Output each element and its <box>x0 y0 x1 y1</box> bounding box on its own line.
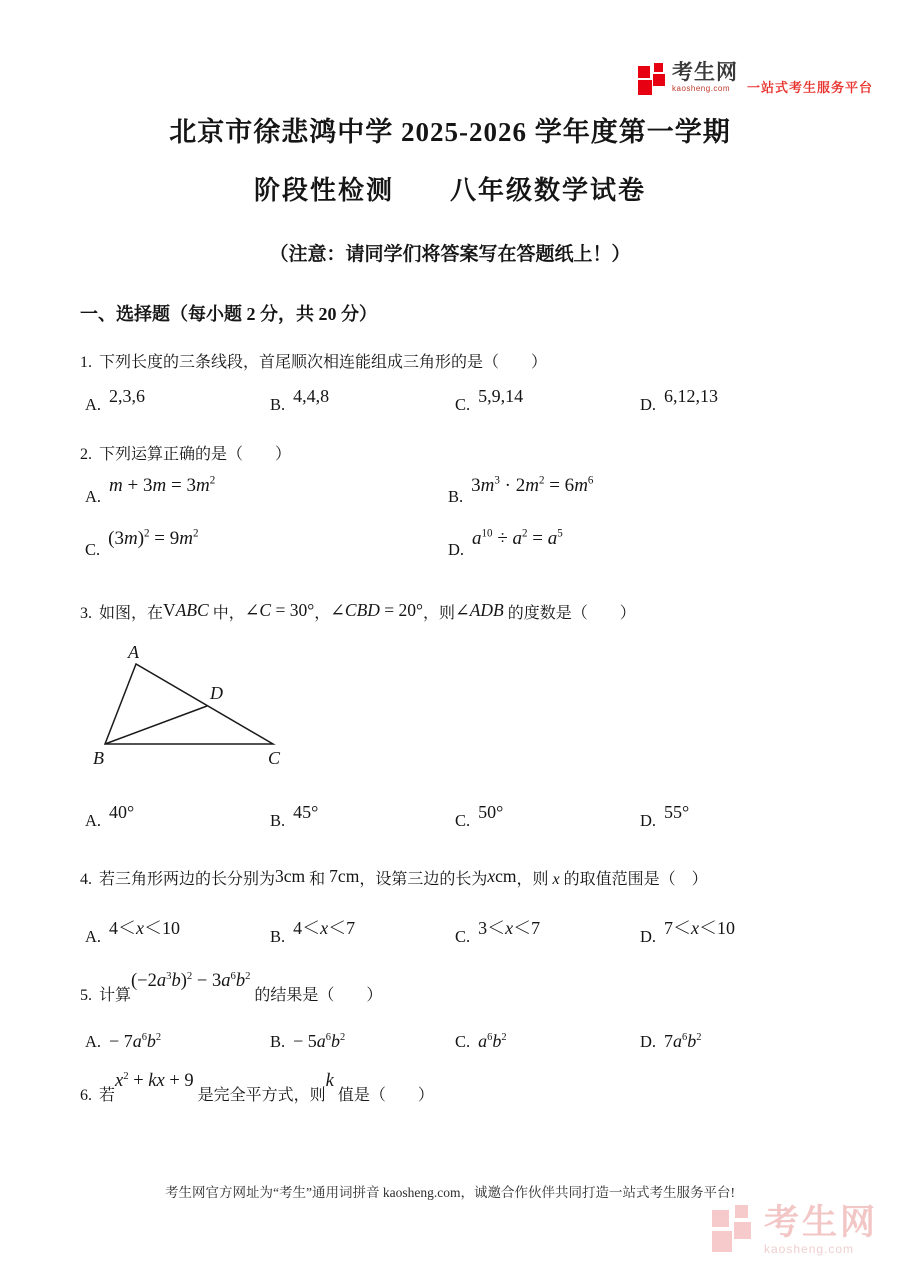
question-5-options <box>85 1031 701 1052</box>
exam-title-line1: 北京市徐悲鸿中学 2025-2026 学年度第一学期 <box>169 117 731 147</box>
option-c: C. 3＜x＜7 <box>455 918 541 946</box>
watermark-logo <box>712 1205 878 1255</box>
option-b: B. − $5a^6b^2$ <box>270 1031 346 1051</box>
option-b: B. 45° <box>270 802 319 830</box>
brand-domain: kaosheng.com <box>672 84 731 93</box>
option-c: C. 50° <box>455 802 504 830</box>
exam-notice: （注意：请同学们将答案写在答题纸上！） <box>269 244 631 265</box>
footer-note: 考生网官方网址为“考生”通用词拼音 kaosheng.com，诚邀合作伙伴共同打造一站式考生服务平台! <box>165 1185 735 1200</box>
option-d: D. 6,12,13 <box>640 386 719 414</box>
question-number: 4. <box>80 871 92 888</box>
question-number: 5. <box>80 987 92 1004</box>
option-a: A. 2,3,6 <box>85 386 146 414</box>
vertex-label-c: C <box>268 748 281 768</box>
vertex-label-b: B <box>93 748 104 768</box>
option-d: D. 7＜x＜10 <box>640 918 736 946</box>
watermark-domain: kaosheng.com <box>764 1242 855 1256</box>
question-3-options <box>85 802 690 831</box>
option-d: D. 55° <box>640 802 690 830</box>
question-2-options-row2 <box>85 527 563 561</box>
question-2-options-row1 <box>85 474 594 508</box>
question-4-options <box>85 918 736 948</box>
question-text: 如图，在VABC 中，∠C = 30°，∠CBD = 20°，则∠ADB 的度数是（ ） <box>99 600 636 622</box>
question-text: 计算$(-2a^3b)^2 - 3a^6b^2$ 的结果是（ ） <box>99 969 383 1004</box>
option-b: B. 4,4,8 <box>270 386 330 414</box>
option-c: $C.(3m)^2 = 9m^2$ <box>85 527 199 559</box>
option-b: B. 4＜x＜7 <box>270 918 356 946</box>
question-text: 下列运算正确的是（ ） <box>99 446 292 463</box>
segment-bd <box>105 706 207 744</box>
vertex-label-a: A <box>128 642 139 662</box>
option-c: C. $a^6b^2$ <box>455 1031 507 1051</box>
watermark-name: 考生网 <box>764 1203 879 1242</box>
option-d: $D.a^{10} \div a^2 = a^5$ <box>448 527 563 559</box>
kaosheng-mark-icon <box>638 62 668 98</box>
question-1-stem <box>80 349 547 372</box>
option-a: $A.m + 3m = 3m^2$ <box>85 474 216 506</box>
question-2-stem <box>80 441 291 464</box>
question-number: 3. <box>80 605 92 622</box>
option-d: D. $7a^6b^2$ <box>640 1031 702 1051</box>
brand-name: 考生网 <box>672 61 738 84</box>
question-5-stem <box>80 969 383 1006</box>
section-heading: 一、选择题（每小题 2 分，共 20 分） <box>80 304 377 324</box>
kaosheng-logo <box>638 62 873 98</box>
question-1-options <box>85 386 719 415</box>
question-3-stem <box>80 600 636 623</box>
exam-title-line2: 阶段性检测 八年级数学试卷 <box>253 176 646 205</box>
watermark-mark-icon <box>712 1205 756 1253</box>
option-a: A. 4＜x＜10 <box>85 918 181 946</box>
triangle-abc <box>105 664 273 744</box>
question-4-stem <box>80 866 708 889</box>
brand-tagline: 一站式考生服务平台 <box>747 80 874 95</box>
option-a: A. 40° <box>85 802 135 830</box>
question-text: 下列长度的三条线段，首尾顺次相连能组成三角形的是（ ） <box>99 354 548 371</box>
question-number: 6. <box>80 1087 92 1104</box>
question-number: 2. <box>80 446 92 463</box>
triangle-figure <box>82 642 302 780</box>
option-c: C. 5,9,14 <box>455 386 524 414</box>
question-number: 1. <box>80 354 92 371</box>
question-6-stem <box>80 1069 434 1106</box>
question-text: 若三角形两边的长分别为3cm 和 7cm，设第三边的长为xcm，则 x 的取值范围是（ ） <box>99 866 708 888</box>
option-b: $B.3m^3 \cdot 2m^2 = 6m^6$ <box>448 474 594 506</box>
point-label-d: D <box>210 683 223 703</box>
question-text: 若$x^2$ + kx + 9 是完全平方式，则k 值是（ ） <box>99 1069 434 1104</box>
option-a: A. − $7a^6b^2$ <box>85 1031 162 1051</box>
